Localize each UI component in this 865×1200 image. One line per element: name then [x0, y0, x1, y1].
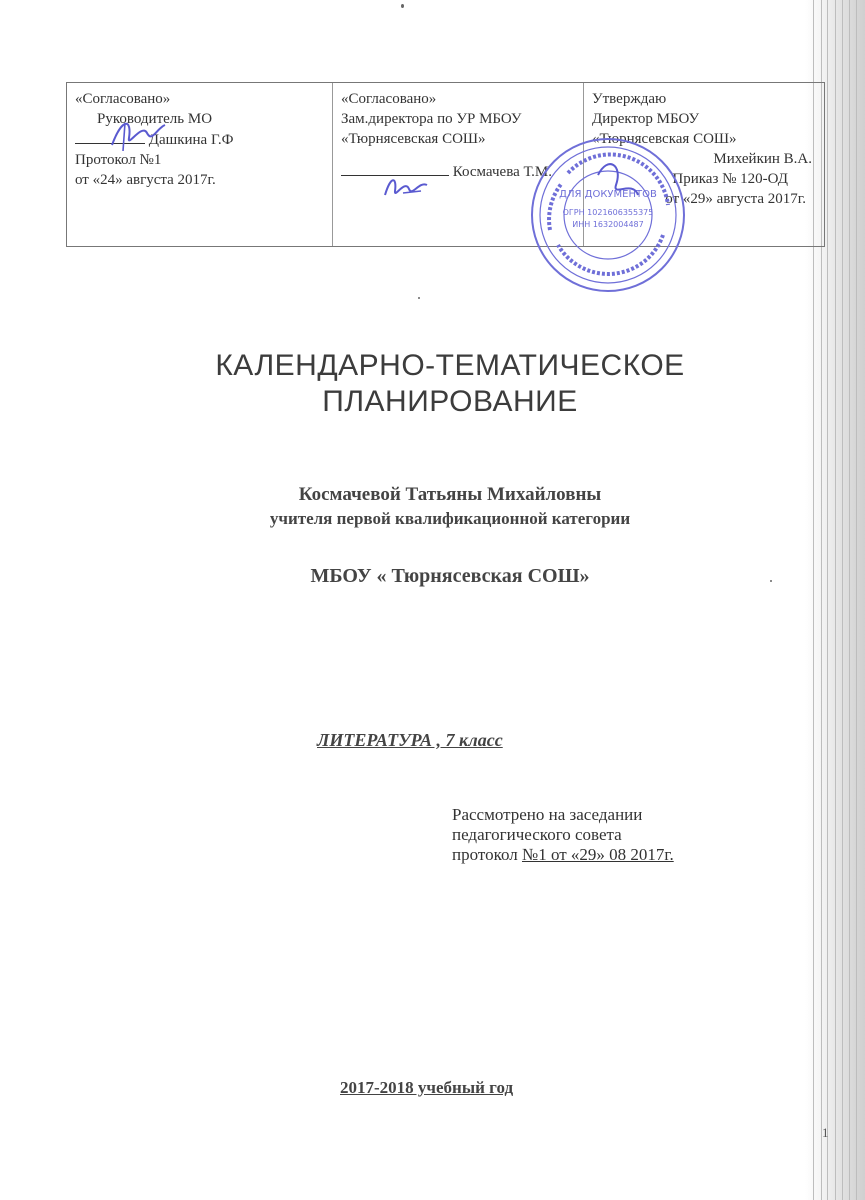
approver-signature-line: Михейкин В.А.: [713, 151, 812, 167]
review-line: Рассмотрено на заседании: [452, 805, 643, 824]
approval-cell-methodical: [67, 83, 333, 246]
review-protocol: протокол №1 от «29» 08 2017г.: [452, 845, 674, 864]
scan-speck: [418, 297, 420, 299]
approval-header-table: [66, 82, 825, 247]
title-line: ПЛАНИРОВАНИЕ: [322, 385, 578, 418]
approver-signature-line: Космачева Т.М.: [341, 161, 575, 182]
review-note: [452, 805, 674, 865]
approval-label: Утверждаю: [592, 91, 667, 107]
order-number: Приказ № 120-ОД: [672, 171, 788, 187]
teacher-block: [200, 483, 700, 531]
teacher-position: учителя первой квалификационной категории: [269, 509, 631, 528]
title-line: КАЛЕНДАРНО-ТЕМАТИЧЕСКОЕ: [215, 349, 685, 382]
stamp-text: ОГРН 1021606355375: [562, 208, 654, 217]
approver-position: Зам.директора по УР МБОУ: [341, 111, 522, 127]
approver-position: Директор МБОУ: [592, 111, 700, 127]
school-seal-stamp: [528, 135, 688, 295]
approval-date: от «24» августа 2017г.: [75, 172, 216, 188]
school-name: МБОУ « Тюрнясевская СОШ»: [310, 565, 590, 587]
teacher-name: Космачевой Татьяны Михайловны: [298, 484, 602, 505]
subject-heading: ЛИТЕРАТУРА , 7 класс: [317, 730, 503, 750]
document-title: [150, 348, 750, 420]
signature-icon: [107, 113, 167, 153]
scan-speck: [770, 580, 772, 582]
page-number: 1: [822, 1125, 829, 1140]
academic-year: 2017-2018 учебный год: [340, 1078, 514, 1097]
stamp-text: ИНН 1632004487: [572, 220, 644, 229]
approval-date: от «29» августа 2017г.: [665, 191, 806, 207]
signature-icon: [381, 171, 431, 201]
approval-label: «Согласовано»: [341, 91, 437, 107]
review-line: педагогического совета: [452, 825, 622, 844]
stamp-text: ДЛЯ ДОКУМЕНТОВ: [559, 189, 657, 200]
approver-school: «Тюрнясевская СОШ»: [341, 131, 486, 147]
scan-speck: [401, 4, 404, 8]
approver-signature-line: Дашкина Г.Ф: [75, 129, 324, 150]
protocol-number: Протокол №1: [75, 152, 162, 168]
approver-school: «Тюрнясевская СОШ»: [592, 131, 737, 147]
approval-label: «Согласовано»: [75, 91, 171, 107]
approver-position: Руководитель МО: [97, 111, 213, 127]
